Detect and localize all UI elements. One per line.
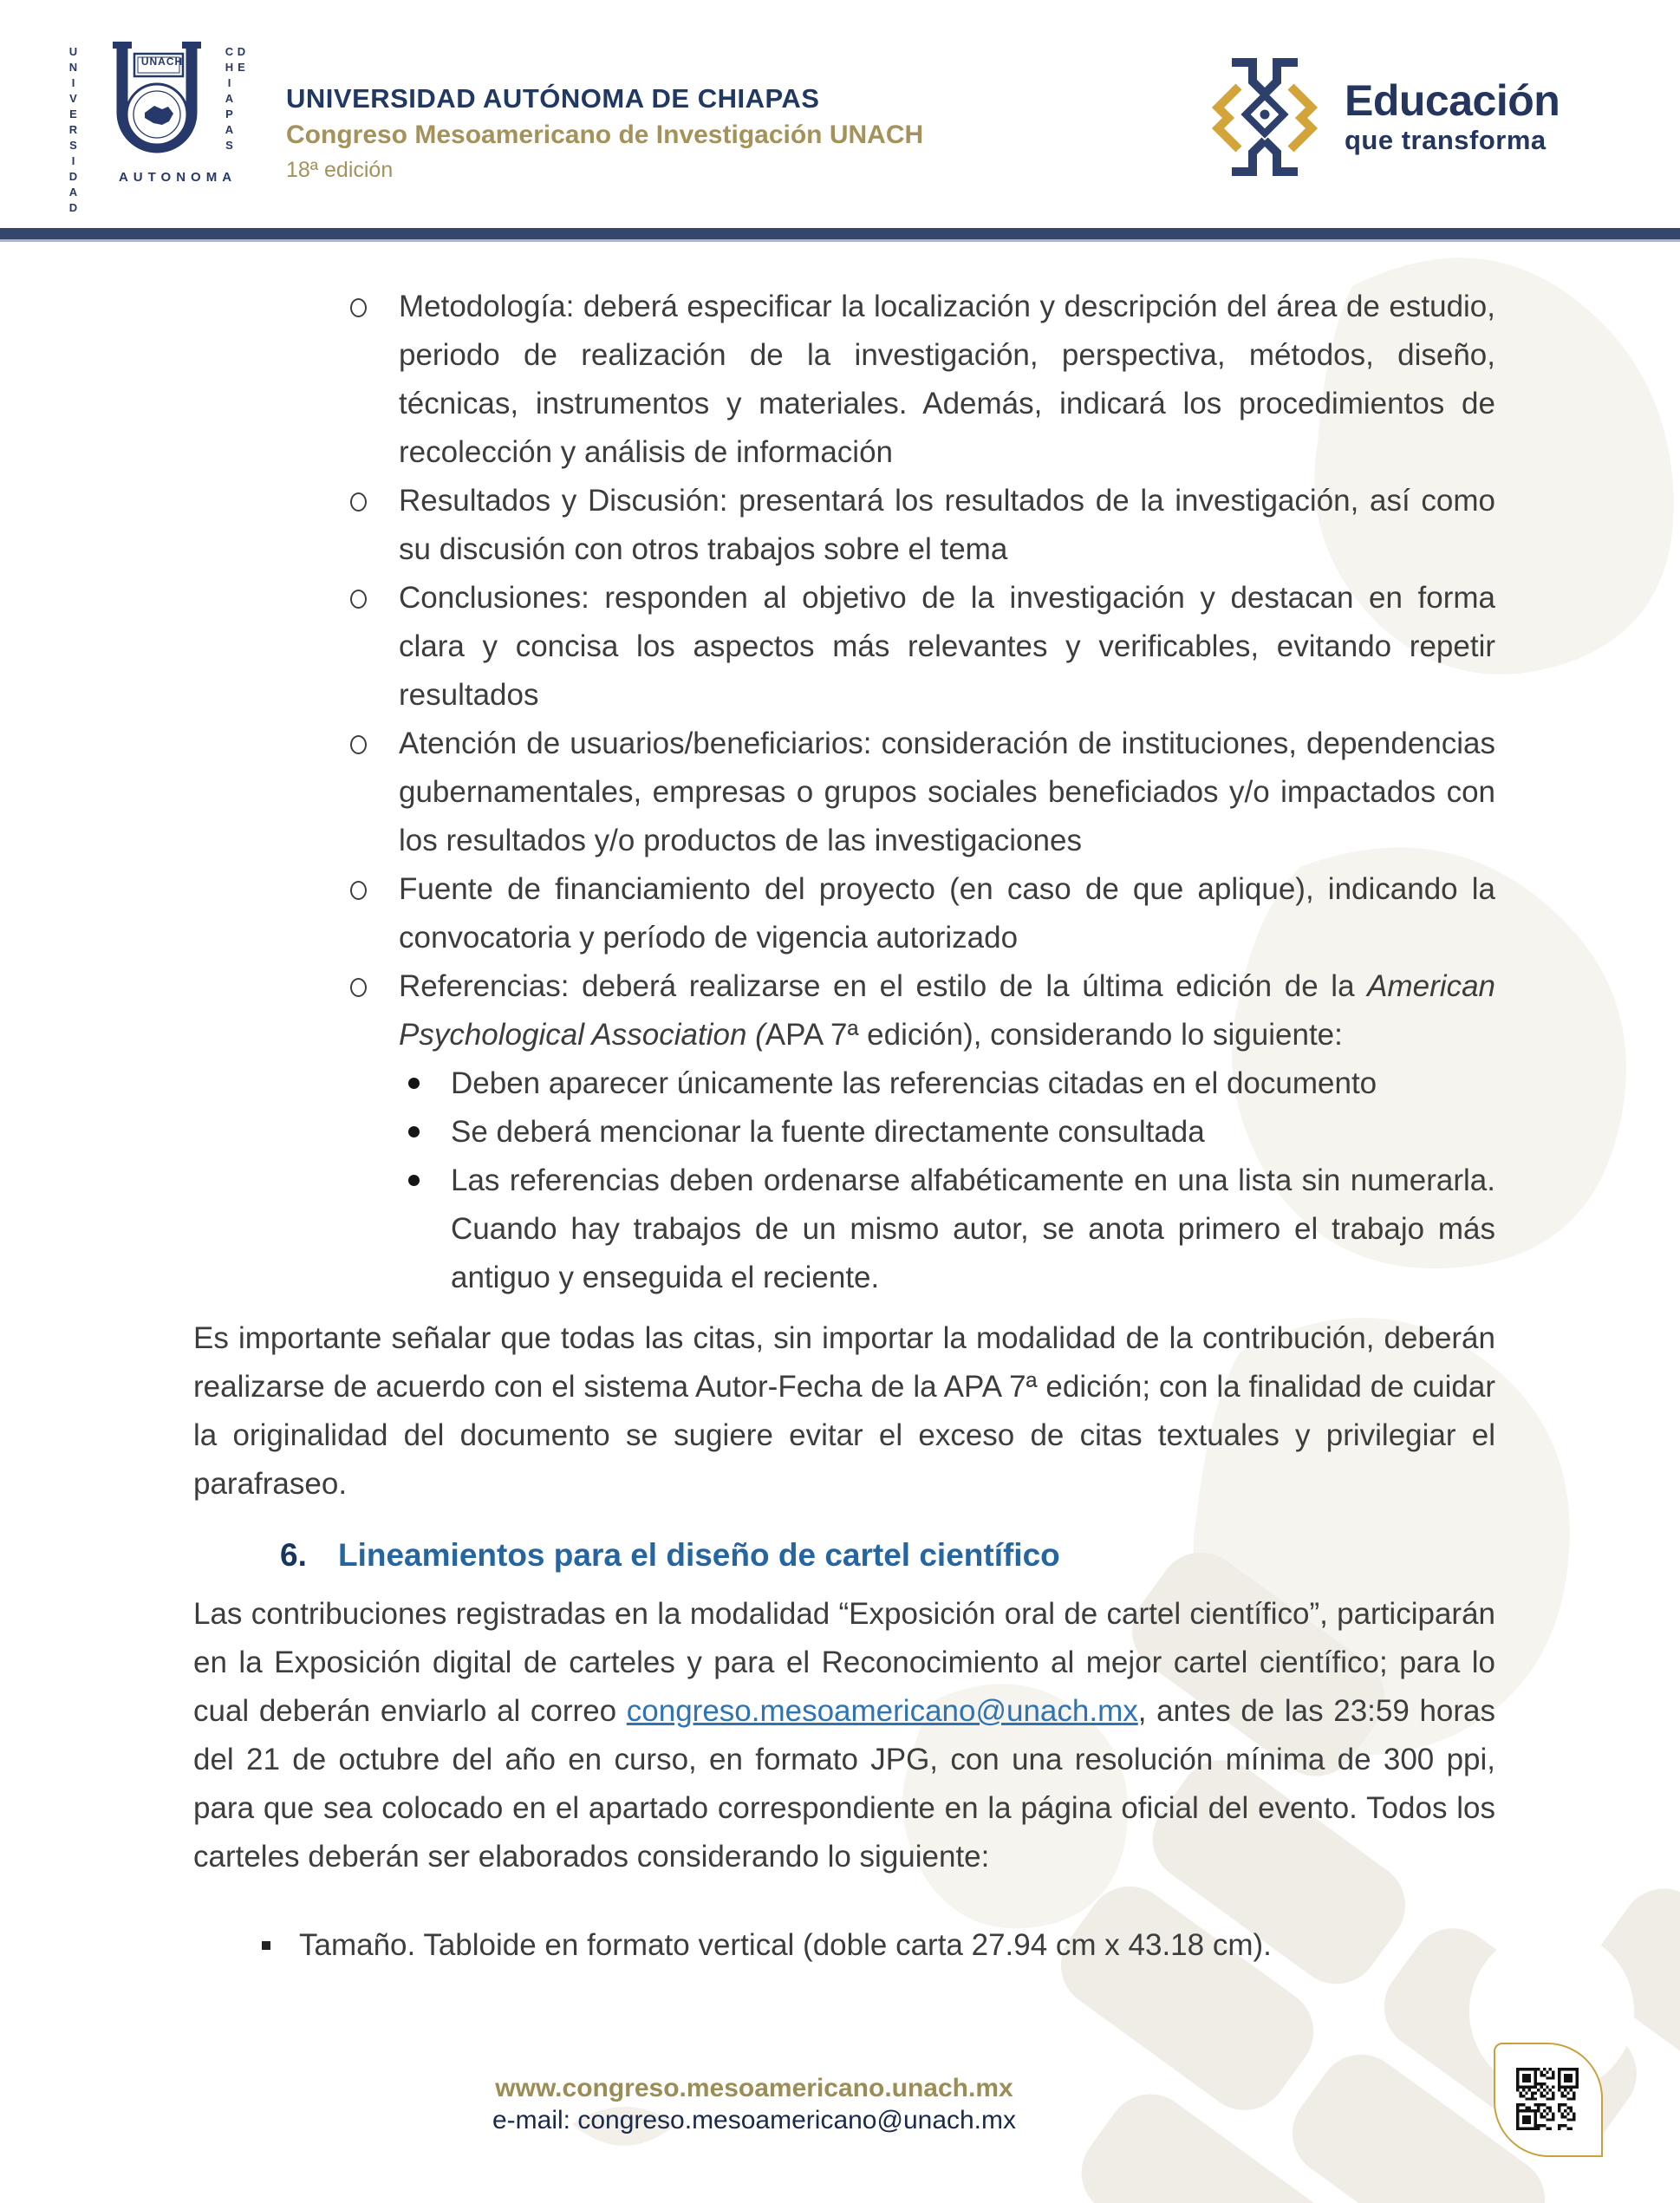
list-item-referencias	[193, 962, 1495, 1059]
qr-pattern-icon	[1516, 2068, 1579, 2130]
unach-logo	[65, 33, 249, 217]
brand-line1: Educación	[1345, 75, 1560, 125]
list-item-text: Atención de usuarios/beneficiarios: consideración de instituciones, dependencias gubernamentales, empresas o grupos sociales beneficiados y/o impactados con los resultados y/o productos de las investigaciones	[399, 727, 1495, 857]
paragraph-text: , antes de las 23:59 horas del 21 de octubre del año en curso, en formato JPG, con una resolución mínima de 300 ppi, para que sea colocado en el apartado correspondiente en la página oficial del evento. Todos los carteles deberán ser elaborados considerando lo siguiente:	[193, 1694, 1495, 1874]
section-heading	[193, 1533, 1495, 1578]
list-item-text: Metodología: deberá especificar la localización y descripción del área de estudio, periodo de realización de la investigación, perspectiva, métodos, diseño, técnicas, instrumentos y materiales. Además, indicará los procedimientos de recolección y análisis de información	[399, 290, 1495, 469]
qr-code	[1494, 2043, 1603, 2157]
email-link[interactable]: congreso.mesoamericano@unach.mx	[626, 1694, 1138, 1728]
list-item-text: Referencias: deberá realizarse en el estilo de la última edición de la	[399, 969, 1368, 1003]
sub-list-item-text: Las referencias deben ordenarse alfabéticamente en una lista sin numerarla. Cuando hay trabajos de un mismo autor, se anota primero el trabajo más antiguo y enseguida el reciente.	[451, 1163, 1495, 1294]
sub-list-item-text: Deben aparecer únicamente las referencias citadas en el documento	[451, 1066, 1377, 1100]
logo-right-text: DE CHIAPAS	[223, 45, 248, 154]
paragraph-cartel	[193, 1590, 1495, 1881]
section-number: 6.	[280, 1537, 307, 1573]
logo-bottom-text: AUTONOMA	[118, 170, 238, 185]
list-item-fuente	[193, 865, 1495, 962]
document-body	[193, 283, 1495, 1970]
logo-left-text: UNIVERSIDAD	[67, 45, 80, 217]
paragraph-text: Las contribuciones registradas en la modalidad “Exposición oral de cartel científico”, participarán en la Exposición digital de carteles y para el Reconocimiento al mejor cartel científico; para lo cual deberán enviarlo al correo	[193, 1597, 1495, 1728]
edition-label: 18ª edición	[286, 158, 394, 182]
circle-bullet-icon	[350, 298, 367, 317]
paragraph-citas: Es importante señalar que todas las citas, sin importar la modalidad de la contribución, deberán realizarse de acuerdo con el sistema Autor-Fecha de la APA 7ª edición; con la finalidad de cuidar la originalidad del documento se sugiere evitar el exceso de citas textuales y privilegiar el parafraseo.	[193, 1321, 1495, 1501]
sub-list-item	[193, 1059, 1495, 1108]
sub-list-item-text: Se deberá mencionar la fuente directamente consultada	[451, 1115, 1205, 1149]
list-item-atencion	[193, 720, 1495, 865]
circle-bullet-icon	[350, 881, 367, 900]
footer-email: e-mail: congreso.mesoamericano@unach.mx	[492, 2106, 1017, 2135]
dot-bullet-icon	[408, 1175, 420, 1186]
list-item-text-italic: American Psychological Association (	[399, 969, 1495, 1052]
header-titles	[286, 83, 923, 183]
footer-website: www.congreso.mesoamericano.unach.mx	[495, 2074, 1013, 2102]
list-item-text: Conclusiones: responden al objetivo de la investigación y destacan en forma clara y concisa los aspectos más relevantes y verificables, evitando repetir resultados	[399, 581, 1495, 712]
section-title: Lineamientos para el diseño de cartel científico	[338, 1537, 1060, 1573]
list-item-text: Tamaño. Tabloide en formato vertical (doble carta 27.94 cm x 43.18 cm).	[299, 1928, 1272, 1962]
logo-shield-label: UNACH	[140, 55, 184, 68]
dot-bullet-icon	[408, 1078, 420, 1089]
list-item-text: Resultados y Discusión: presentará los resultados de la investigación, así como su discusión con otros trabajos sobre el tema	[399, 484, 1495, 566]
brand-text	[1345, 75, 1560, 156]
educacion-pattern-icon	[1208, 57, 1322, 177]
circle-bullet-icon	[350, 735, 367, 754]
list-item-resultados	[193, 477, 1495, 574]
list-item-metodologia	[193, 283, 1495, 477]
university-title: UNIVERSIDAD AUTÓNOMA DE CHIAPAS	[286, 83, 820, 114]
sub-list-item	[193, 1108, 1495, 1157]
list-item-tamano	[193, 1921, 1495, 1970]
sub-list-item	[193, 1157, 1495, 1302]
dot-bullet-icon	[408, 1126, 420, 1137]
brand-line2: que transforma	[1345, 124, 1547, 155]
list-item-text: APA 7ª edición), considerando lo siguiente:	[765, 1018, 1343, 1052]
congress-title: Congreso Mesoamericano de Investigación UNACH	[286, 121, 924, 149]
educacion-brand	[1208, 57, 1560, 177]
circle-bullet-icon	[350, 492, 367, 512]
list-item-conclusiones	[193, 574, 1495, 720]
circle-bullet-icon	[350, 978, 367, 997]
circle-bullet-icon	[350, 590, 367, 609]
square-bullet-icon	[262, 1941, 270, 1950]
header-divider-bar	[0, 228, 1680, 242]
list-item-text: Fuente de financiamiento del proyecto (en caso de que aplique), indicando la convocatoria y período de vigencia autorizado	[399, 872, 1495, 955]
page-footer	[0, 2072, 1508, 2136]
